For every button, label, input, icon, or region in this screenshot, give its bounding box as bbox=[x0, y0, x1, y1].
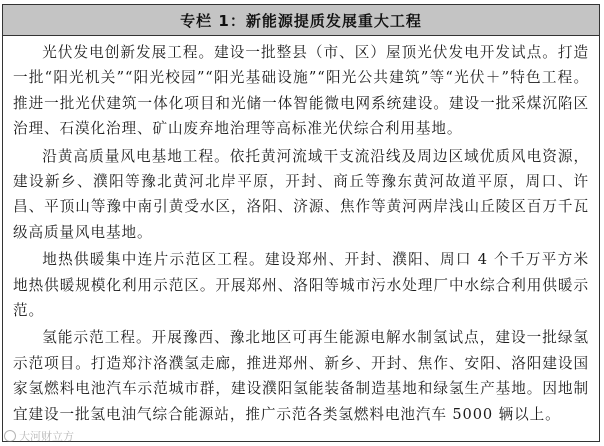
column-box bbox=[2, 4, 600, 442]
watermark-logo-icon bbox=[4, 430, 16, 442]
column-content bbox=[3, 36, 599, 427]
paragraph-photovoltaic: 光伏发电创新发展工程。建设一批整县（市、区）屋顶光伏发电开发试点。打造一批“阳光机关”“阳光校园”“阳光基础设施”“阳光公共建筑”等“光伏＋”特色工程。推进一批光伏建筑一体化项目和光储一体智能微电网系统建设。建设一批采煤沉陷区治理、石漠化治理、矿山废弃地治理等高标准光伏综合利用基地。 bbox=[13, 44, 589, 138]
paragraph-hydrogen: 氢能示范工程。开展豫西、豫北地区可再生能源电解水制氢试点，建设一批绿氢示范项目。打造郑汴洛濮氢走廊，推进郑州、新乡、开封、焦作、安阳、洛阳建设国家氢燃料电池汽车示范城市群，建设濮阳氢能装备制造基地和绿氢生产基地。因地制宜建设一批氢电油气综合能源站，推广示范各类氢燃料电池汽车 5000 辆以上。 bbox=[13, 329, 589, 423]
watermark bbox=[4, 428, 74, 444]
watermark-text: 大河财立方 bbox=[19, 430, 74, 443]
column-title: 专栏 1：新能源提质发展重大工程 bbox=[3, 5, 599, 36]
paragraph-geothermal: 地热供暖集中连片示范区工程。建设郑州、开封、濮阳、周口 4 个千万平方米地热供暖规模化利用示范区。开展郑州、洛阳等城市污水处理厂中水综合利用供暖示范。 bbox=[13, 251, 589, 320]
paragraph-wind-power: 沿黄高质量风电基地工程。依托黄河流域干支流沿线及周边区域优质风电资源，建设新乡、濮阳等豫北黄河北岸平原，开封、商丘等豫东黄河故道平原，周口、许昌、平顶山等豫中南引黄受水区，洛阳、济源、焦作等黄河两岸浅山丘陵区百万千瓦级高质量风电基地。 bbox=[13, 147, 589, 241]
